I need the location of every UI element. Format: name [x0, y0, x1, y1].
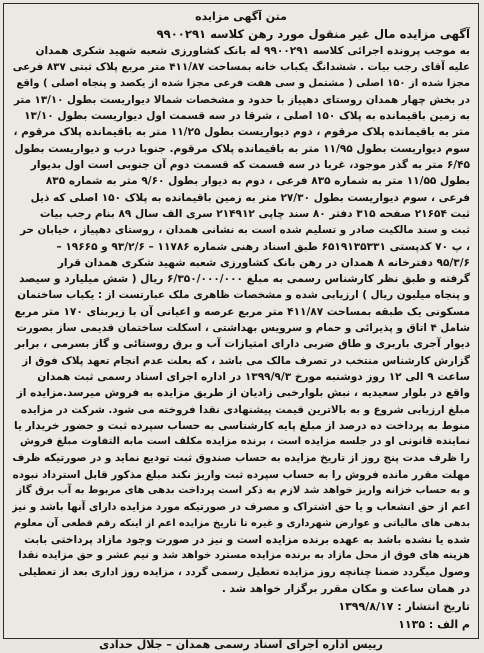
notice-body — [12, 43, 470, 597]
notice-line: در همان ساعت و مکان مقرر برگزار خواهد شد . — [221, 582, 470, 595]
notice-line: مهلت مقرر مانده فروش را به حساب سپرده ثبت واریز نکند مبلغ مذکور قابل استرداد نبوده — [12, 468, 470, 481]
notice-line: متر به باقیمانده پلاک مرقوم ، دوم دیواریست بطول ۱۱/۲۵ متر به باقیمانده پلاک مرقوم ، — [13, 126, 470, 139]
notice-line: ثبت ۲۱۶۵۴ صفحه ۳۱۵ دفتر ۸۰ سند چاپی ۲۱۴۹۱۲ سری الف سال ۸۹ بنام رجب بیات — [39, 207, 470, 220]
notice-line: و پنجاه میلیون ریال ) ارزیابی شده و مشخصات ظاهری ملک عبارتست از : یکباب ساختمان — [17, 289, 470, 302]
notice-line: گزارش کارشناس منتخب در تصرف مالک می باشد ، که بعلت عدم انجام تعهد پلاک فوق از — [22, 354, 470, 367]
publish-date: تاریخ انتشار : ۱۳۹۹/۸/۱۷ — [338, 600, 470, 614]
notice-line: در بخش چهار همدان روستای دهپیاز با حدود و مشخصات شمالا دیواریست بطول ۱۳/۱۰ متر — [13, 93, 470, 106]
notice-line: نماینده قانونی او در جلسه مزایده است ، برنده مزایده مکلف است مابه التفاوت مبلغ فروش — [20, 436, 470, 448]
notice-line: شامل ۴ اتاق و پذیرائی و حمام و سرویس بهداشتی ، اسکلت ساختمان قدیمی ساز بصورت — [16, 322, 470, 335]
notice-line: به زمین باقیمانده به پلاک ۱۵۰ اصلی ، شرقا در سه قسمت اول دیواریست بطول ۱۳/۱۰ — [24, 110, 470, 123]
notice-line: هزینه های فوق از محل مازاد به برنده مزایده مسترد خواهد شد و نیم عشر و حق مزایده نقدا — [18, 550, 470, 562]
notice-line: به موجب پرونده اجرائی کلاسه ۹۹۰۰۲۹۱ له بانک کشاورزی شعبه شهید شکری همدان — [35, 45, 470, 57]
notice-line: ، پ ۷۰ کدپستی ۶۵۱۹۱۳۵۳۳۱ طبق اسناد رهنی شماره ۱۱۷۸۶ – ۹۳/۲/۶ و ۱۹۶۶۵ – — [56, 240, 470, 253]
notice-title: آگهی مزایده مال غیر منقول مورد رهن کلاسه ۹۹۰۰۲۹۱ — [156, 27, 470, 41]
notice-line: سوم دیواریست بطول ۱۱/۹۵ متر به باقیمانده پلاک مرقوم. جنوبا درب و دیواریست بطول — [14, 142, 470, 155]
notice-line: و به حساب خزانه واریز خواهد شد لازم به ذکر است پرداخت بدهی های مربوط به آب برق گاز — [16, 485, 470, 497]
notice-line: مبلغ ارزیابی شروع و به بالاترین قیمت پیشنهادی نقدا فروخته می شود. شرکت در مزایده — [20, 403, 470, 416]
notice-line: وصول میگردد ضمنا چنانچه روز مزایده تعطیل رسمی گردد ، مزایده روز اداری بعد از تعطیلی — [18, 566, 470, 578]
notice-line: دیوار آجری باربری و طاق ضربی دارای امتیازات آب و برق روستائی و گاز بسرمی ، برابر — [14, 338, 470, 351]
notice-line: فرعی ، سوم دیواریست بطول ۲۷/۳۰ متر به زمین باقیمانده به پلاک ۱۵۰ اصلی که ذیل — [30, 191, 470, 204]
notice-line: مسکونی یک طبقه بمساحت ۴۱۱/۸۷ متر مربع عرصه و اعیانی آن با زیربنای ۱۷۰ متر مربع — [14, 305, 470, 318]
notice-line: ۶/۴۵ متر به گذر موجود، غربا در سه قسمت که قسمت دوم آن جنوبی است اول بدیوار — [30, 159, 470, 172]
notice-line: ۹۵/۳/۶ دفترخانه ۸ همدان در رهن بانک کشاورزی شعبه شهید شکری همدان قرار — [57, 256, 470, 269]
notice-line: گرفته و طبق نظر کارشناس رسمی به مبلغ ۶/۳۵۰/۰۰۰/۰۰۰ ریال ( شش میلیارد و سیصد — [19, 273, 470, 286]
notice-line: ساعت ۹ الی ۱۲ روز دوشنبه مورخ ۱۳۹۹/۹/۳ در اداره اجرای اسناد رسمی ثبت همدان — [37, 370, 470, 383]
auction-notice — [3, 3, 479, 652]
notice-line: را ظرف مدت پنج روز از تاریخ مزایده به حساب صندوق ثبت تودیع نماید و در صورتیکه ظرف — [12, 452, 470, 465]
reference-number: م الف : ۱۱۳۵ — [398, 618, 470, 632]
notice-line: ثبت و سند مالکیت صادر و تسلیم شده است به نشانی همدان ، روستای دهپیاز ، خیابان حر — [20, 224, 470, 237]
notice-line: واقع در بلوار سعیدیه ، نبش بلوارخبی زادیان از طریق مزایده به فروش میرسد.مزایده از — [16, 387, 470, 400]
notice-line: اعم از حق انشعاب و یا حق اشتراک و مصرف در صورتیکه مورد مزایده دارای آنها باشد و نیز — [12, 501, 470, 514]
notice-line: مجزا شده از ۱۵۰ اصلی ( مشتمل و سی هفت فرعی مجزا شده از یکصد و پنجاه اصلی ) واقع — [16, 77, 470, 89]
notice-line: شده یا نشده باشد به عهده برنده مزایده است و نیز در صورت وجود مازاد پرداختی بابت — [24, 533, 470, 546]
notice-line: بدهی های مالیاتی و عوارض شهرداری و غیره تا تاریخ مزایده اعم از اینکه رقم قطعی آن معلوم — [13, 517, 470, 529]
notice-line: علیه آقای رجب بیات . ششدانگ یکباب خانه بمساحت ۴۱۱/۸۷ متر مربع پلاک ثبتی ۸۳۷ فرعی — [12, 61, 470, 74]
signature: رییس اداره اجرای اسناد رسمی همدان – جلال حدادی — [99, 638, 383, 652]
notice-line: بطول ۱۱/۵۵ متر به شماره ۸۳۵ فرعی ، دوم به دیوار بطول ۹/۶۰ متر به شماره ۸۳۵ — [45, 175, 470, 188]
notice-line: منوط به پرداخت ده درصد از مبلغ پایه کارشناسی به حساب سپرده ثبت و حضور خریدار یا — [14, 419, 470, 432]
notice-header: متن آگهی مزایده — [195, 10, 287, 23]
